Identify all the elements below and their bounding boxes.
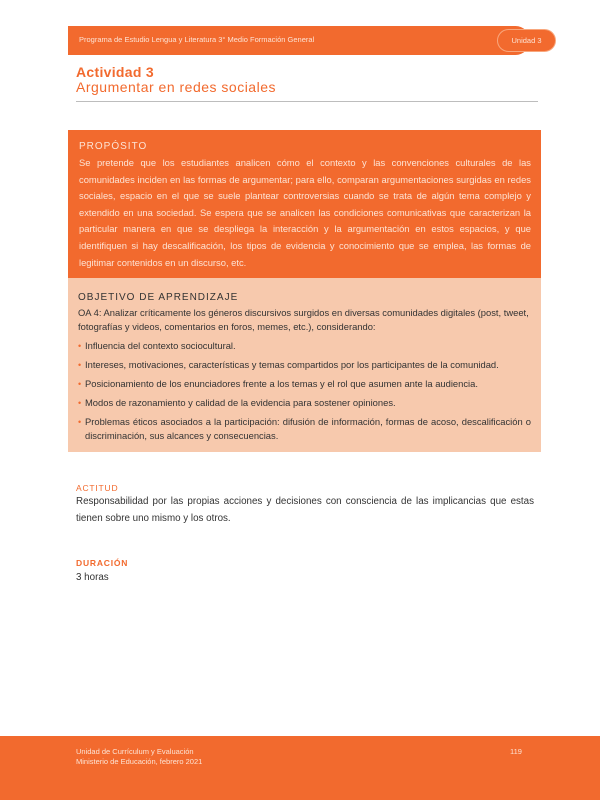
bullet-icon: • <box>78 379 82 389</box>
duration-text: 3 horas <box>76 572 109 583</box>
bullet-icon: • <box>78 341 82 351</box>
bullet-icon: • <box>78 398 82 408</box>
list-item <box>78 396 531 410</box>
purpose-heading: PROPÓSITO <box>79 141 148 152</box>
bullet-icon: • <box>78 360 82 370</box>
attitude-text: Responsabilidad por las propias acciones y decisiones con consciencia de las implicancias que estas tienen sobre uno mismo y los otros. <box>76 496 534 524</box>
page-number: 119 <box>510 747 522 756</box>
activity-title: Actividad 3 <box>76 64 154 80</box>
objective-heading: OBJETIVO DE APRENDIZAJE <box>78 292 239 303</box>
list-item <box>78 415 531 443</box>
list-item-text: Posicionamiento de los enunciadores frente a los temas y el rol que asumen ante la audiencia. <box>85 378 478 389</box>
unit-badge <box>497 29 556 52</box>
objective-intro: OA 4: Analizar críticamente los géneros discursivos surgidos en diversas comunidades digitales (post, tweet, fotografías y videos, comentarios en foros, memes, etc.), considerando: <box>78 307 529 332</box>
footer-unit: Unidad de Currículum y Evaluación <box>76 747 194 756</box>
footer-ministry: Ministerio de Educación, febrero 2021 <box>76 757 203 766</box>
list-item-text: Influencia del contexto sociocultural. <box>85 340 236 351</box>
header-bar <box>68 26 530 55</box>
list-item-text: Intereses, motivaciones, características y temas compartidos por los participantes de la comunidad. <box>85 359 499 370</box>
list-item <box>78 377 531 391</box>
list-item <box>78 358 531 372</box>
list-item-text: Modos de razonamiento y calidad de la evidencia para sostener opiniones. <box>85 397 396 408</box>
unit-label: Unidad 3 <box>511 36 542 45</box>
purpose-box <box>68 130 541 278</box>
objective-list <box>78 339 531 443</box>
title-divider <box>76 101 538 102</box>
bullet-icon: • <box>78 417 82 427</box>
footer-bar <box>0 736 600 800</box>
duration-label: DURACIÓN <box>76 558 129 568</box>
program-title: Programa de Estudio Lengua y Literatura 3° Medio Formación General <box>79 35 315 44</box>
objective-box <box>68 278 541 452</box>
attitude-label: ACTITUD <box>76 483 119 493</box>
purpose-text: Se pretende que los estudiantes analicen cómo el contexto y las convenciones culturales de las comunidades inciden en las formas de argumentar; para ello, comparan argumentaciones surgidas en redes sociales, espacio en el que se suele plantear controversias cuando se trata de algún tema complejo y extendido en una sociedad. Se espera que se analicen las condiciones comunicativas que caracterizan la particular manera en que se despliega la interacción y la argumentación en estos espacios, y que identifiquen si hay descalificación, los tipos de evidencia y conocimiento que se emplea, las formas de legitimar contenidos en un discurso, etc. <box>79 157 531 268</box>
list-item <box>78 339 531 353</box>
list-item-text: Problemas éticos asociados a la participación: difusión de información, formas de acoso, descalificación o discriminación, sus alcances y consecuencias. <box>85 416 531 441</box>
activity-subtitle: Argumentar en redes sociales <box>76 79 276 95</box>
